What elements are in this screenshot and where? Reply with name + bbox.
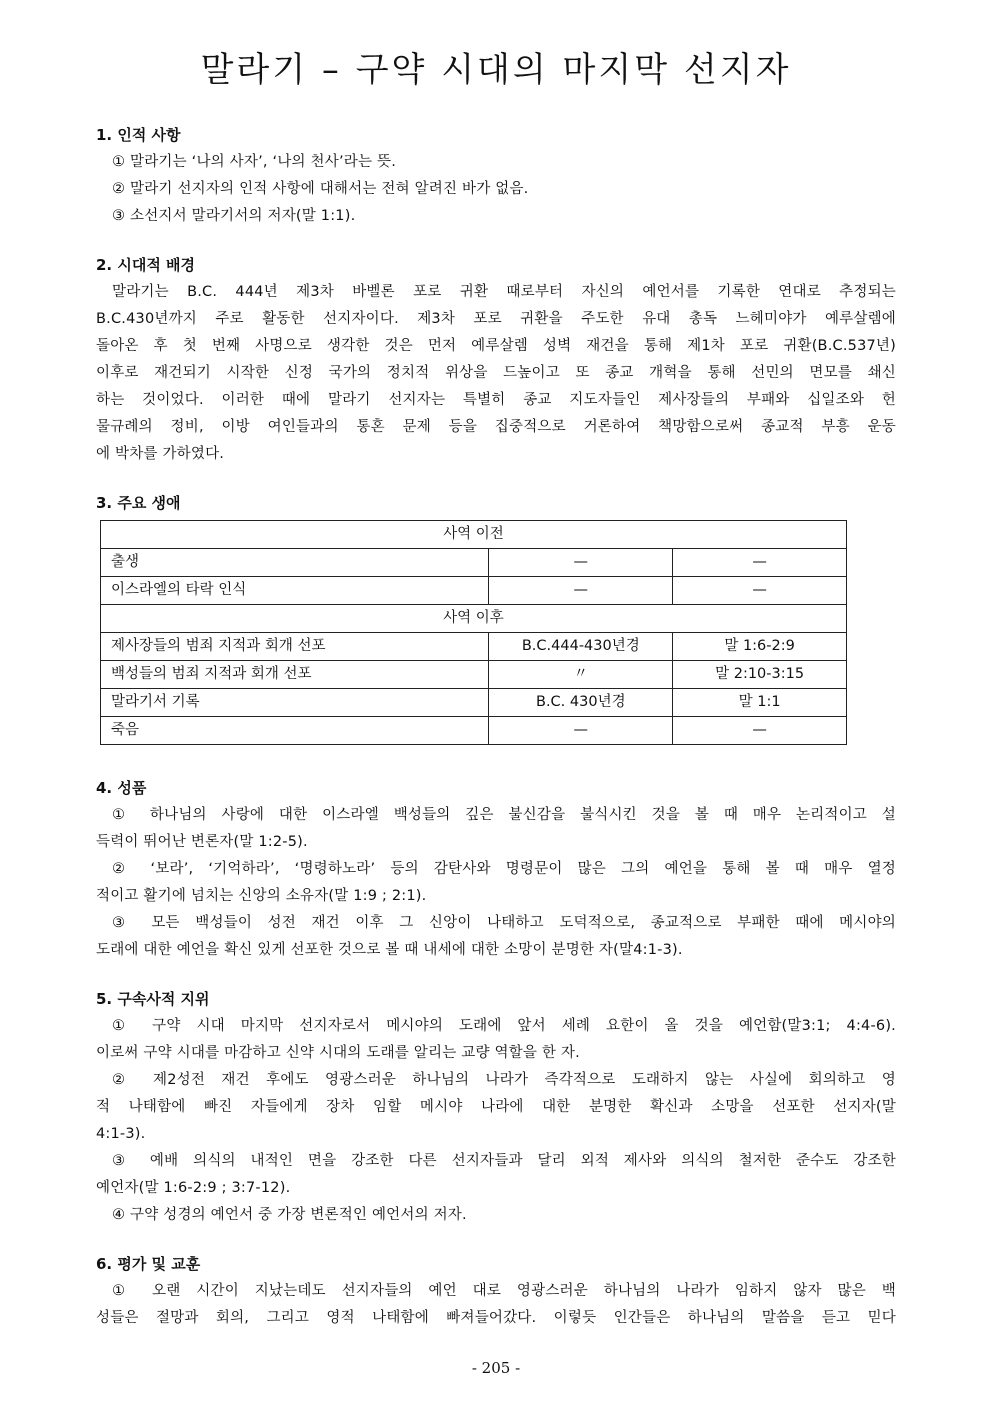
- date-cell: —: [489, 717, 673, 745]
- date-cell: B.C.444-430년경: [489, 633, 673, 661]
- table-row: [101, 689, 847, 717]
- paragraph-line: B.C.430년까지 주로 활동한 선지자이다. 제3차 포로 귀환을 주도한 유대 총독 느헤미야가 예루살렘에: [96, 311, 896, 327]
- table-row: [101, 605, 847, 633]
- table-row: [101, 661, 847, 689]
- life-events-table: [100, 520, 847, 745]
- table-row: [101, 549, 847, 577]
- section-redemptive-position: [96, 986, 896, 1229]
- table-group-header: 사역 이전: [101, 521, 847, 549]
- paragraph-line: 적 나태함에 빠진 자들에게 장차 임할 메시야 나라에 대한 분명한 확신과 소망을 선포한 선지자(말: [96, 1099, 896, 1115]
- section-evaluation: [96, 1251, 896, 1332]
- paragraph-line: ① 하나님의 사랑에 대한 이스라엘 백성들의 깊은 불신감을 불식시킨 것을 볼 때 매우 논리적이고 설: [112, 807, 896, 823]
- paragraph-line: 4:1-3).: [96, 1126, 146, 1142]
- event-cell: 제사장들의 범죄 지적과 회개 선포: [101, 633, 489, 661]
- paragraph-line: ① 오랜 시간이 지났는데도 선지자들의 예언 대로 영광스러운 하나님의 나라가 임하지 않자 많은 백: [112, 1283, 896, 1299]
- date-cell: —: [489, 549, 673, 577]
- section-heading: 3. 주요 생애: [96, 494, 181, 512]
- section-heading: 4. 성품: [96, 779, 147, 797]
- paragraph-line: 이후로 재건되기 시작한 신정 국가의 정치적 위상을 드높이고 또 종교 개혁을 통해 선민의 면모를 쇄신: [96, 365, 896, 381]
- paragraph-line: ① 구약 시대 마지막 선지자로서 메시야의 도래에 앞서 세례 요한이 올 것을 예언함(말3:1; 4:4-6).: [112, 1018, 896, 1034]
- reference-cell: 말 1:1: [673, 689, 847, 717]
- event-cell: 죽음: [101, 717, 489, 745]
- section-main-life: [96, 490, 896, 745]
- paragraph-line: ② ‘보라’, ‘기억하라’, ‘명령하노라’ 등의 감탄사와 명령문이 많은 그의 예언을 통해 볼 때 매우 열정: [112, 861, 896, 877]
- table-row: [101, 633, 847, 661]
- paragraph-line: 도래에 대한 예언을 확신 있게 선포한 것으로 볼 때 내세에 대한 소망이 분명한 자(말4:1-3).: [96, 942, 683, 958]
- paragraph-line: 득력이 뛰어난 변론자(말 1:2-5).: [96, 834, 308, 850]
- event-cell: 이스라엘의 타락 인식: [101, 577, 489, 605]
- paragraph-line: 성들은 절망과 회의, 그리고 영적 나태함에 빠져들어갔다. 이렇듯 인간들은 하나님의 말씀을 듣고 믿다: [96, 1310, 896, 1326]
- reference-cell: —: [673, 717, 847, 745]
- paragraph-line: ③ 모든 백성들이 성전 재건 이후 그 신앙이 나태하고 도덕적으로, 종교적으로 부패한 때에 메시야의: [112, 915, 896, 931]
- document-body: [96, 122, 896, 1354]
- event-cell: 출생: [101, 549, 489, 577]
- paragraph-line: 돌아온 후 첫 번째 사명으로 생각한 것은 먼저 예루살렘 성벽 재건을 통해 제1차 포로 귀환(B.C.537년): [96, 338, 896, 354]
- paragraph-line: 이로써 구약 시대를 마감하고 신약 시대의 도래를 알리는 교량 역할을 한 자.: [96, 1045, 580, 1061]
- paragraph-line: 적이고 활기에 넘치는 신앙의 소유자(말 1:9 ; 2:1).: [96, 888, 427, 904]
- paragraph-line: 에 박차를 가하였다.: [96, 446, 225, 462]
- paragraph-line: ④ 구약 성경의 예언서 중 가장 변론적인 예언서의 저자.: [112, 1207, 467, 1223]
- date-cell: 〃: [489, 661, 673, 689]
- paragraph-line: ③ 소선지서 말라기서의 저자(말 1:1).: [112, 208, 356, 224]
- page-title: 말라기 – 구약 시대의 마지막 선지자: [200, 50, 792, 90]
- section-heading: 1. 인적 사항: [96, 126, 181, 144]
- reference-cell: —: [673, 549, 847, 577]
- section-heading: 6. 평가 및 교훈: [96, 1255, 201, 1273]
- page-number: - 205 -: [471, 1359, 521, 1377]
- paragraph-line: ② 말라기 선지자의 인적 사항에 대해서는 전혀 알려진 바가 없음.: [112, 181, 529, 197]
- reference-cell: 말 2:10-3:15: [673, 661, 847, 689]
- table-row: [101, 577, 847, 605]
- reference-cell: —: [673, 577, 847, 605]
- paragraph-line: 말라기는 B.C. 444년 제3차 바벨론 포로 귀환 때로부터 자신의 예언서를 기록한 연대로 추정되는: [112, 284, 896, 300]
- event-cell: 말라기서 기록: [101, 689, 489, 717]
- date-cell: B.C. 430년경: [489, 689, 673, 717]
- paragraph-line: 물규례의 정비, 이방 여인들과의 통혼 문제 등을 집중적으로 거론하여 책망함으로써 종교적 부흥 운동: [96, 419, 896, 435]
- paragraph-line: ① 말라기는 ‘나의 사자’, ‘나의 천사’라는 뜻.: [112, 154, 397, 170]
- table-row: [101, 717, 847, 745]
- date-cell: —: [489, 577, 673, 605]
- section-heading: 2. 시대적 배경: [96, 256, 196, 274]
- event-cell: 백성들의 범죄 지적과 회개 선포: [101, 661, 489, 689]
- table-row: [101, 521, 847, 549]
- section-personal-info: [96, 122, 896, 230]
- paragraph-line: 하는 것이었다. 이러한 때에 말라기 선지자는 특별히 종교 지도자들인 제사장들의 부패와 십일조와 헌: [96, 392, 896, 408]
- paragraph-line: ③ 예배 의식의 내적인 면을 강조한 다른 선지자들과 달리 외적 제사와 의식의 철저한 준수도 강조한: [112, 1153, 896, 1169]
- section-character: [96, 775, 896, 964]
- section-historical-background: [96, 252, 896, 468]
- section-heading: 5. 구속사적 지위: [96, 990, 210, 1008]
- table-group-header: 사역 이후: [101, 605, 847, 633]
- reference-cell: 말 1:6-2:9: [673, 633, 847, 661]
- paragraph-line: ② 제2성전 재건 후에도 영광스러운 하나님의 나라가 즉각적으로 도래하지 않는 사실에 회의하고 영: [112, 1072, 896, 1088]
- paragraph-line: 예언자(말 1:6-2:9 ; 3:7-12).: [96, 1180, 291, 1196]
